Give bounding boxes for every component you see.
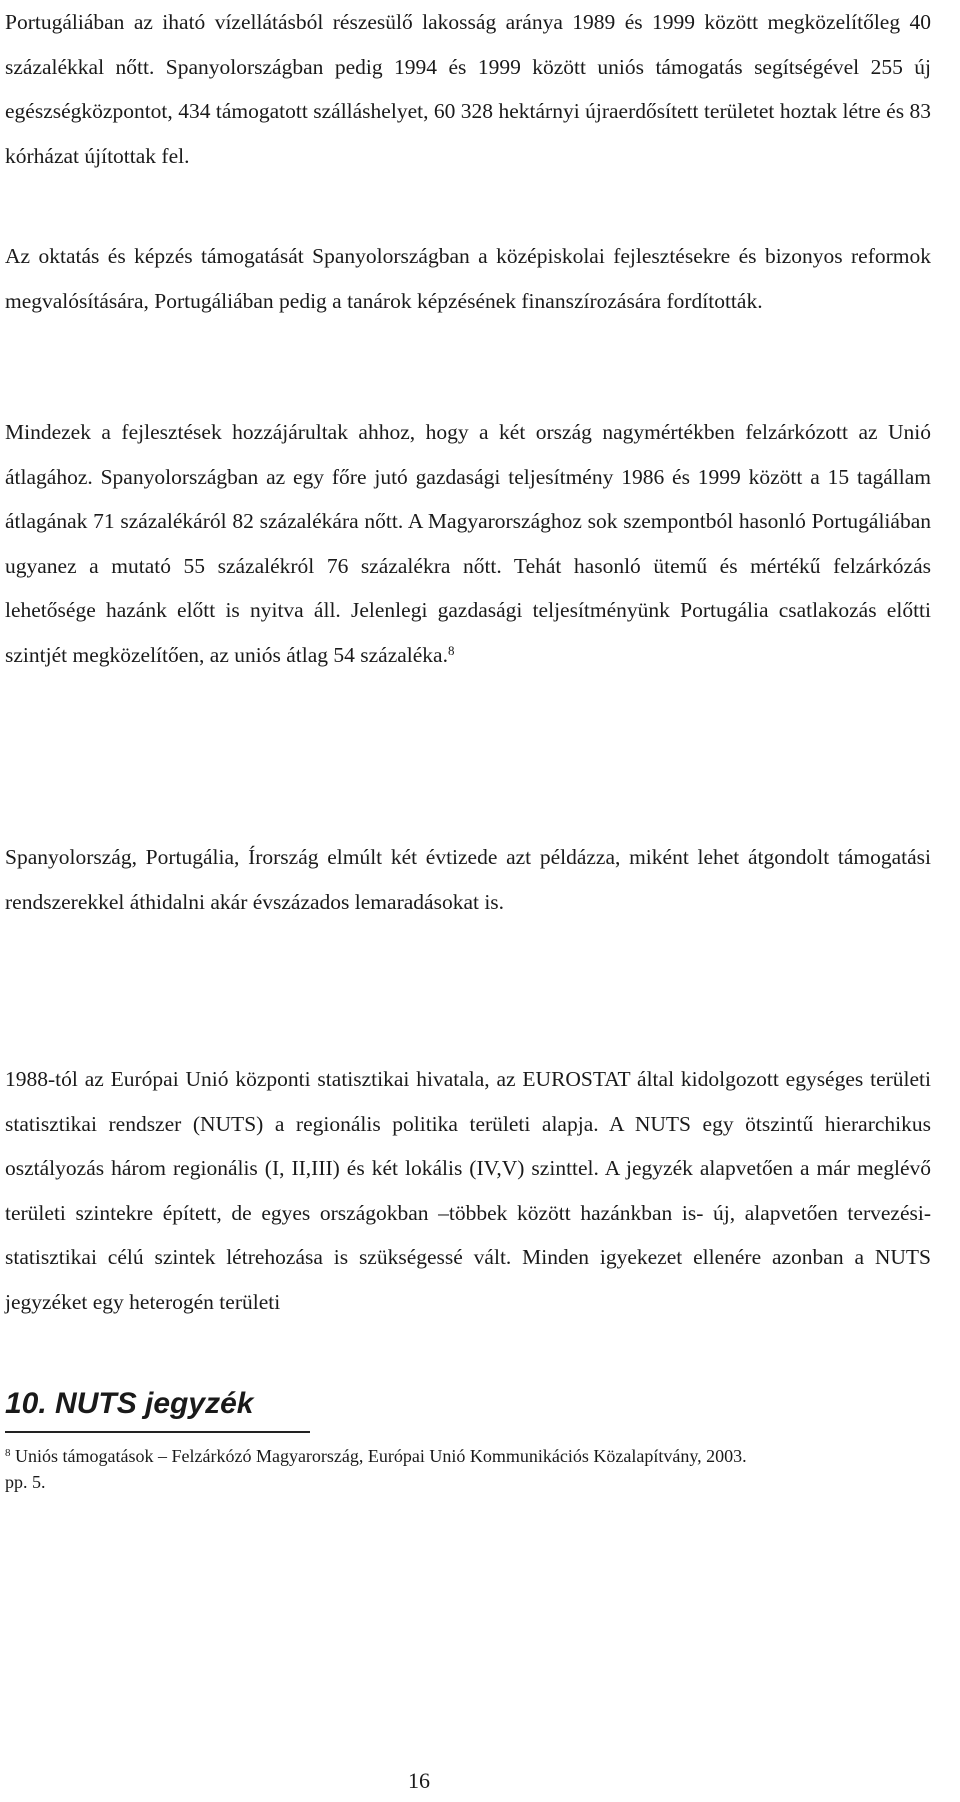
paragraph-nuts xyxy=(5,1057,931,1324)
paragraph-text: Az oktatás és képzés támogatását Spanyolországban a középiskolai fejlesztésekre és bizonyos reformok megvalósítására, Portugáliában pedig a tanárok képzésének finanszírozására fordították. xyxy=(5,244,931,313)
paragraph-convergence xyxy=(5,410,931,677)
paragraph-water-supply xyxy=(5,0,931,178)
footnote-text: Uniós támogatások – Felzárkózó Magyarország, Európai Unió Kommunikációs Közalapítvány, 2003. pp. 5. xyxy=(5,1446,747,1492)
footnote-divider xyxy=(5,1431,310,1433)
page-number: 16 xyxy=(408,1768,430,1793)
footnote xyxy=(5,1443,765,1495)
paragraph-conclusion xyxy=(5,835,931,924)
paragraph-text: Spanyolország, Portugália, Írország elmúlt két évtizede azt példázza, miként lehet átgondolt támogatási rendszerekkel áthidalni akár évszázados lemaradásokat is. xyxy=(5,845,931,914)
paragraph-education xyxy=(5,234,931,323)
footnote-number: 8 xyxy=(5,1447,11,1459)
footnote-reference[interactable]: 8 xyxy=(447,642,455,658)
paragraph-text: 1988-tól az Európai Unió központi statisztikai hivatala, az EUROSTAT által kidolgozott egységes területi statisztikai rendszer (NUTS) a regionális politika területi alapja. A NUTS egy ötszintű hierarchikus osztályozás három regionális (I, II,III) és két lokális (IV,V) szinttel. A jegyzék alapvetően a már meglévő területi szintekre épített, de egyes országokban –többek között hazánkban is- új, alapvetően tervezési-statisztikai célú szintek létrehozása is szükségessé vált. Minden igyekezet ellenére azonban a NUTS jegyzéket egy heterogén területi xyxy=(5,1067,931,1314)
paragraph-text: Mindezek a fejlesztések hozzájárultak ahhoz, hogy a két ország nagymértékben felzárkózott az Unió átlagához. Spanyolországban az egy főre jutó gazdasági teljesítmény 1986 és 1999 között a 15 tagállam átlagának 71 százalékáról 82 százalékára nőtt. A Magyarországhoz sok szempontból hasonló Portugáliában ugyanez a mutató 55 százalékról 76 százalékra nőtt. Tehát hasonló ütemű és mértékű felzárkózás lehetősége hazánk előtt is nyitva áll. Jelenlegi gazdasági teljesítményünk Portugália csatlakozás előtti szintjét megközelítően, az uniós átlag 54 százaléka. xyxy=(5,420,931,667)
paragraph-text: Portugáliában az iható vízellátásból részesülő lakosság aránya 1989 és 1999 között megközelítőleg 40 százalékkal nőtt. Spanyolországban pedig 1994 és 1999 között uniós támogatás segítségével 255 új egészségközpontot, 434 támogatott szálláshelyet, 60 328 hektárnyi újraerdősített területet hoztak létre és 83 kórházat újítottak fel. xyxy=(5,10,931,168)
section-heading: 10. NUTS jegyzék xyxy=(5,1387,254,1420)
